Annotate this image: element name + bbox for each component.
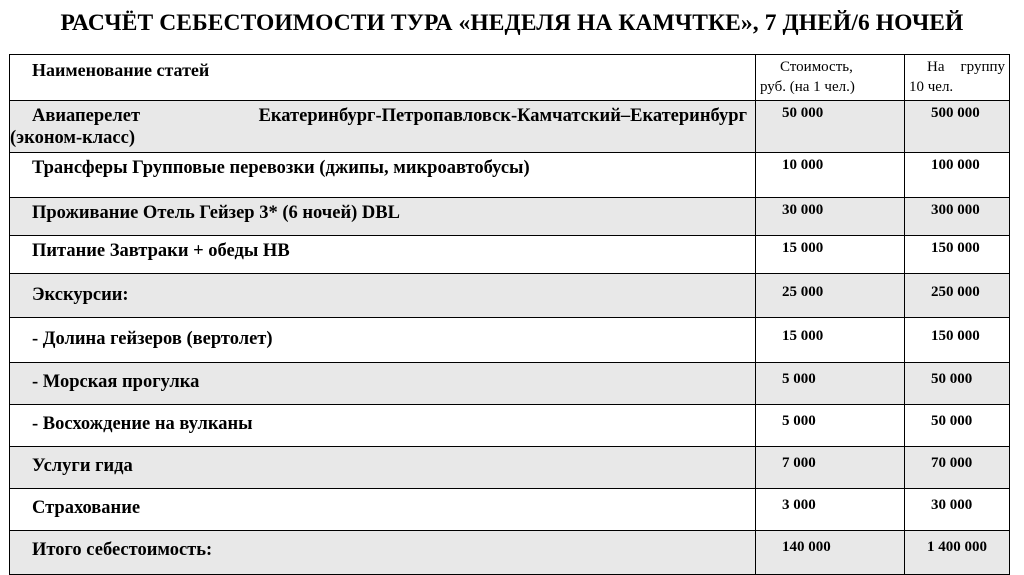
- table-row: [10, 489, 1010, 531]
- per-person-value: 30 000: [782, 202, 824, 218]
- header-group-word1: На: [927, 59, 945, 75]
- table-row: [10, 363, 1010, 405]
- group-value: 500 000: [931, 105, 980, 121]
- per-person-value: 15 000: [782, 328, 824, 344]
- table-row: [10, 198, 1010, 236]
- row-name: Трансферы Групповые перевозки (джипы, микроавтобусы): [32, 158, 530, 178]
- table-row: [10, 274, 1010, 318]
- row-name: - Долина гейзеров (вертолет): [32, 329, 273, 349]
- row-name: Услуги гида: [32, 456, 133, 476]
- row-name: - Восхождение на вулканы: [32, 414, 253, 434]
- header-cost-line1: Стоимость,: [780, 59, 853, 75]
- per-person-value: 7 000: [782, 455, 816, 471]
- per-person-value: 25 000: [782, 284, 824, 300]
- row-name: Страхование: [32, 498, 141, 518]
- table-row: [10, 405, 1010, 447]
- per-person-value: 3 000: [782, 497, 816, 513]
- total-label: Итого себестоимость:: [32, 540, 213, 560]
- header-group-word2: группу: [960, 59, 1005, 75]
- group-value: 100 000: [931, 157, 980, 173]
- per-person-value: 5 000: [782, 371, 816, 387]
- group-value: 250 000: [931, 284, 980, 300]
- group-value: 300 000: [931, 202, 980, 218]
- flight-word2: Екатеринбург-Петропавловск-Камчатский–Екатеринбург: [258, 106, 747, 126]
- row-name: - Морская прогулка: [32, 372, 200, 392]
- per-person-value: 50 000: [782, 105, 824, 121]
- header-cell-cost: [756, 55, 905, 101]
- header-cost-line2: руб. (на 1 чел.): [760, 79, 855, 95]
- table-header-row: [10, 55, 1010, 101]
- row-name: Питание Завтраки + обеды HB: [32, 241, 290, 261]
- per-person-value: 15 000: [782, 240, 824, 256]
- header-cell-name: [10, 55, 756, 101]
- header-group-line2: 10 чел.: [909, 79, 954, 95]
- header-cell-group: [905, 55, 1010, 101]
- table-total-row: [10, 531, 1010, 575]
- table-row: [10, 318, 1010, 363]
- group-value: 50 000: [931, 413, 973, 429]
- total-per-person-value: 140 000: [782, 539, 831, 555]
- total-group-value: 1 400 000: [927, 539, 987, 555]
- table-row: [10, 153, 1010, 198]
- flight-word1: Авиаперелет: [32, 106, 141, 126]
- cost-table: [9, 54, 1010, 575]
- group-value: 50 000: [931, 371, 973, 387]
- group-value: 150 000: [931, 328, 980, 344]
- header-name-label: Наименование статей: [32, 60, 210, 80]
- group-value: 150 000: [931, 240, 980, 256]
- per-person-value: 10 000: [782, 157, 824, 173]
- group-value: 30 000: [931, 497, 973, 513]
- page-title: РАСЧЁТ СЕБЕСТОИМОСТИ ТУРА «НЕДЕЛЯ НА КАМЧТКЕ», 7 ДНЕЙ/6 НОЧЕЙ: [60, 10, 964, 36]
- table-row: [10, 447, 1010, 489]
- table-row: [10, 101, 1010, 153]
- table-row: [10, 236, 1010, 274]
- row-name: Проживание Отель Гейзер 3* (6 ночей) DBL: [32, 203, 400, 223]
- row-name: Экскурсии:: [32, 285, 129, 305]
- group-value: 70 000: [931, 455, 973, 471]
- flight-line2: (эконом-класс): [10, 128, 136, 148]
- per-person-value: 5 000: [782, 413, 816, 429]
